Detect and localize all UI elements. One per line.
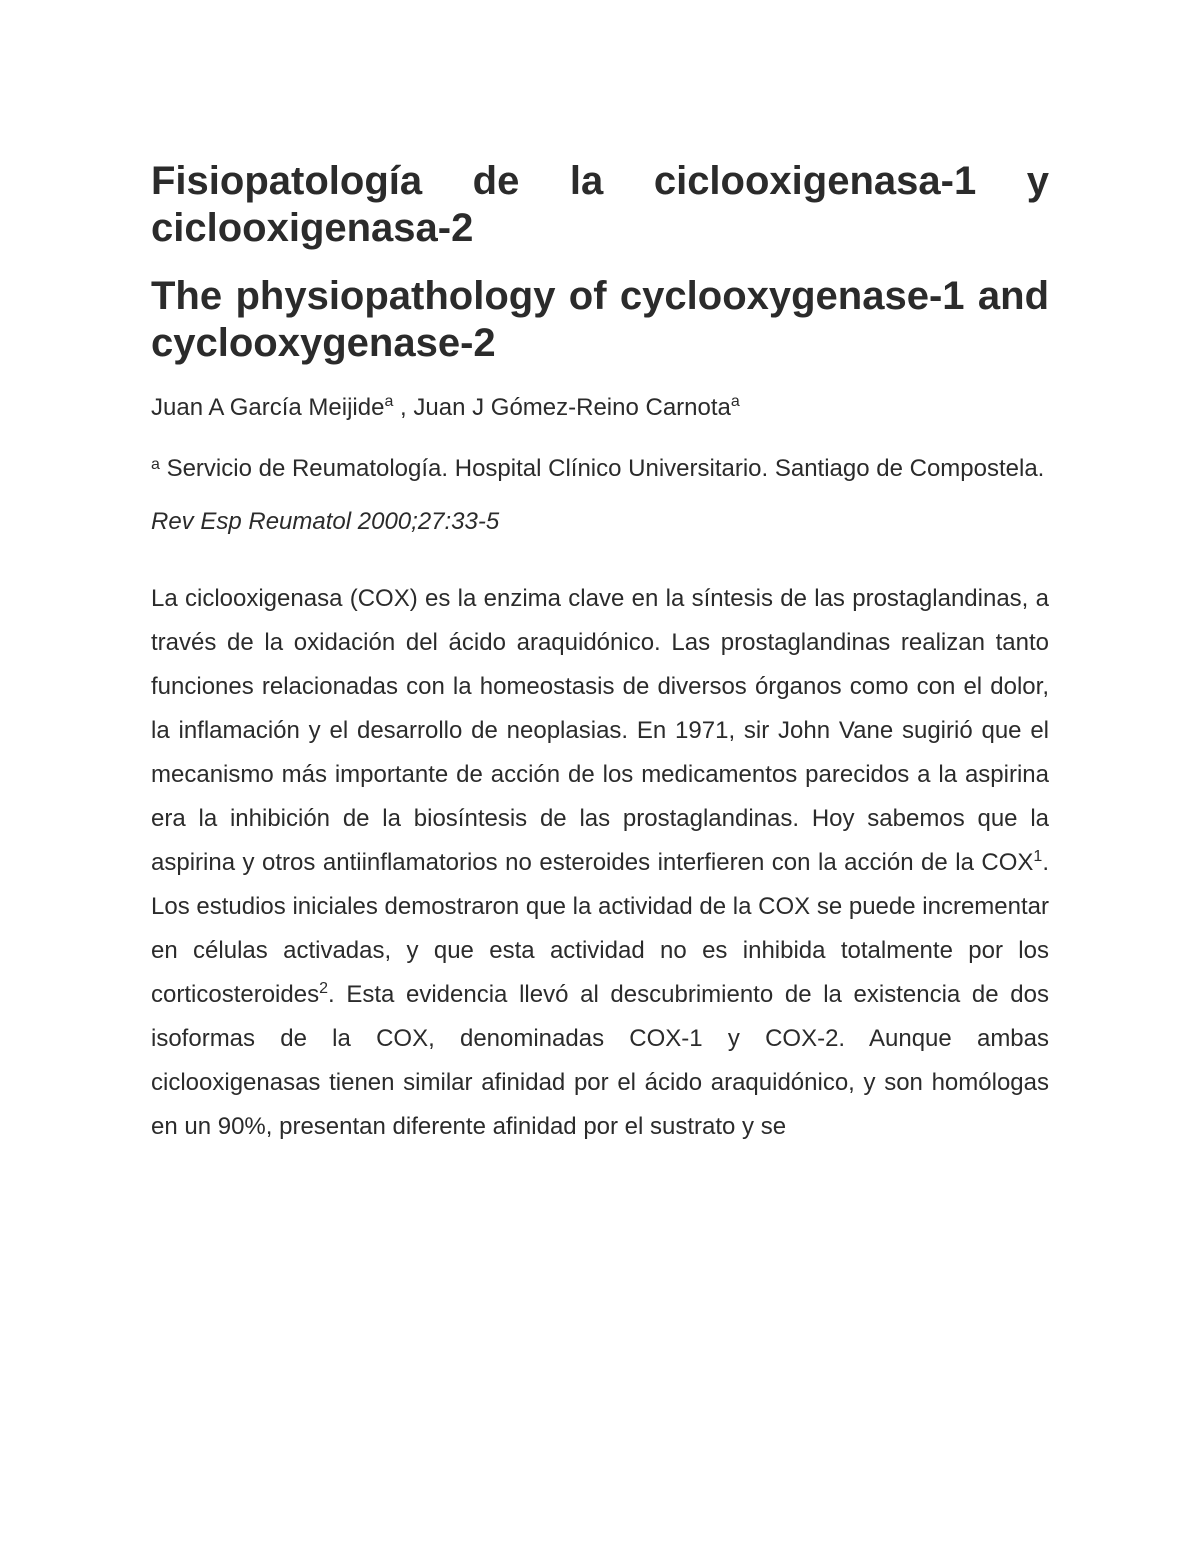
reference-marker: 2	[319, 980, 328, 997]
reference-marker: 1	[1033, 848, 1043, 865]
title-spanish: Fisiopatología de la ciclooxigenasa-1 y ciclooxigenasa-2	[151, 159, 1049, 250]
body-paragraph	[151, 577, 1049, 1149]
affiliation	[151, 447, 1049, 491]
journal-citation: Rev Esp Reumatol 2000;27:33-5	[151, 508, 500, 535]
body-text-segment: . Esta evidencia llevó al descubrimiento de la existencia de dos isoformas de la COX, denominadas COX-1 y COX-2. Aunque ambas ciclooxigenasas tienen similar afinidad por el ácido araquidónico, y son homólogas en un 90%, presentan diferente afinidad por el sustrato y se	[151, 981, 1049, 1140]
author-affiliation-mark: a	[730, 393, 740, 410]
author-name: Juan A García Meijide	[151, 394, 385, 421]
author-separator: ,	[393, 394, 414, 421]
affiliation-mark: a	[151, 456, 160, 473]
affiliation-text: Servicio de Reumatología. Hospital Clínico Universitario. Santiago de Compostela.	[166, 455, 1045, 482]
document-page	[151, 158, 1049, 1149]
body-text-segment: . Los estudios iniciales demostraron que la actividad de la COX se puede incrementar en células activadas, y que esta actividad no es inhibida totalmente por los corticosteroides	[151, 849, 1049, 1008]
author-name: Juan J Gómez-Reino Carnota	[413, 394, 731, 421]
author-affiliation-mark: a	[384, 393, 394, 410]
title-english: The physiopathology of cyclooxygenase-1 and cyclooxygenase-2	[151, 274, 1049, 365]
body-text-segment: La ciclooxigenasa (COX) es la enzima clave en la síntesis de las prostaglandinas, a través de la oxidación del ácido araquidónico. Las prostaglandinas realizan tanto funciones relacionadas con la homeostasis de diversos órganos como con el dolor, la inflamación y el desarrollo de neoplasias. En 1971, sir John Vane sugirió que el mecanismo más importante de acción de los medicamentos parecidos a la aspirina era la inhibición de la biosíntesis de las prostaglandinas. Hoy sabemos que la aspirina y otros antiinflamatorios no esteroides interfieren con la acción de la COX	[151, 585, 1049, 876]
author-list	[151, 393, 1049, 423]
